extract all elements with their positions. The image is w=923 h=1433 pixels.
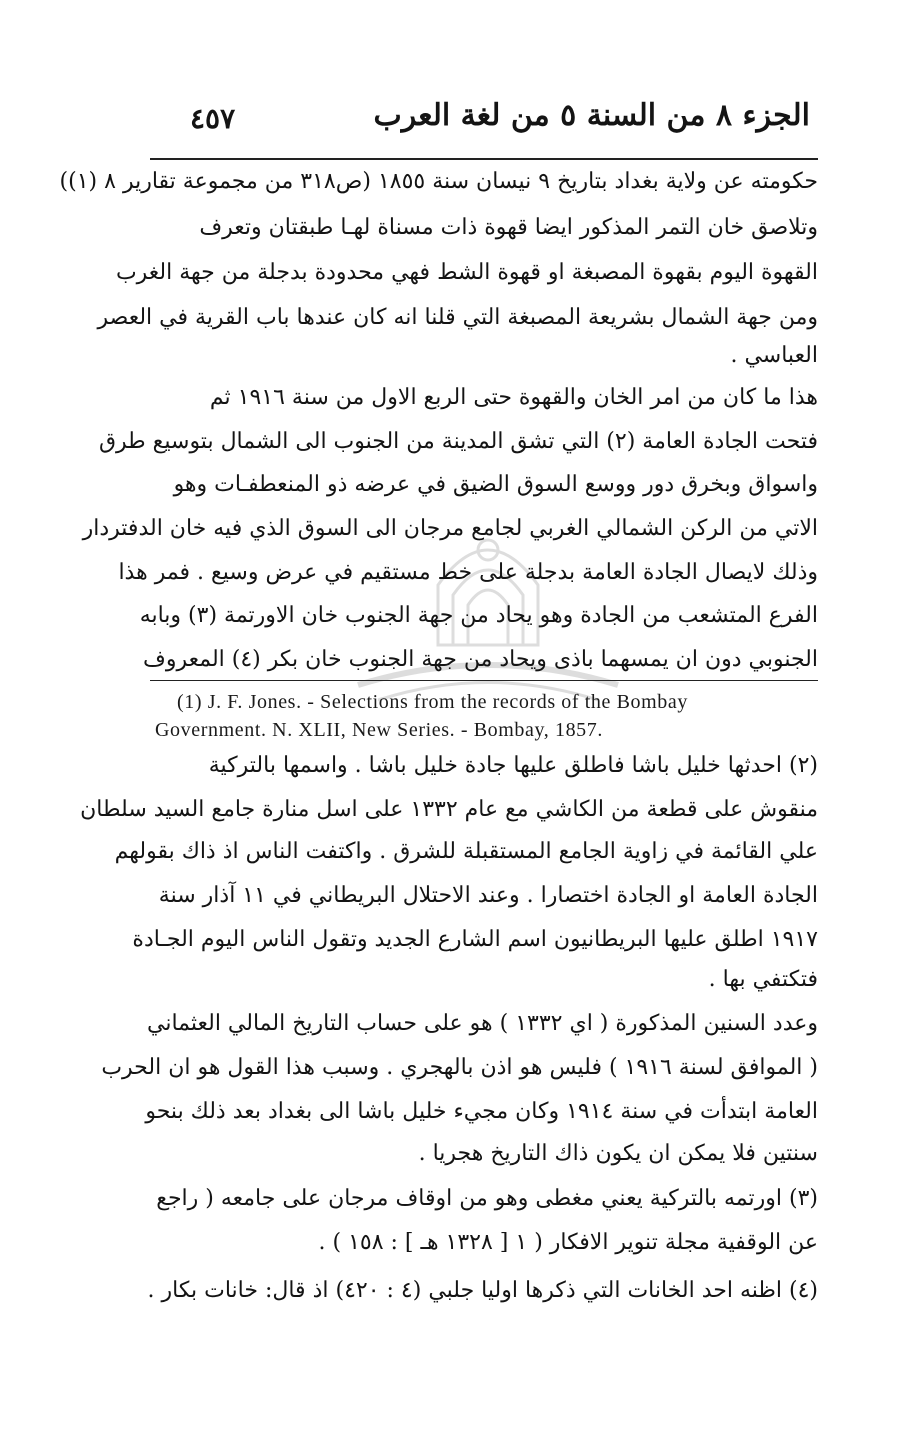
text-line: منقوش على قطعة من الكاشي مع عام ١٣٣٢ على اسل منارة جامع السيد سلطان xyxy=(80,797,818,822)
text-line: الجنوبي دون ان يمسهما باذى ويحاد من جهة الجنوب خان بكر (٤) المعروف xyxy=(143,647,818,672)
text-line: عن الوقفية مجلة تنوير الافكار ( ١ [ ١٣٢٨ هـ ] : ١٥٨ ) . xyxy=(318,1230,818,1255)
text-line: (٤) اظنه احد الخانات التي ذكرها اوليا جلبي (٤ : ٤٢٠) اذ قال: خانات بكار . xyxy=(147,1278,818,1303)
text-line: واسواق وبخرق دور ووسع السوق الضيق في عرضه ذو المنعطفـات وهو xyxy=(173,472,818,497)
text-line: وعدد السنين المذكورة ( اي ١٣٣٢ ) هو على حساب التاريخ المالي العثماني xyxy=(146,1011,818,1036)
header-rule xyxy=(150,158,818,160)
footnote-2 xyxy=(80,752,818,1002)
text-line: حكومته عن ولاية بغداد بتاريخ ٩ نيسان سنة ١٨٥٥ (ص٣١٨ من مجموعة تقارير ٨ (١)) xyxy=(59,169,818,194)
text-line: الجادة العامة او الجادة اختصارا . وعند الاحتلال البريطاني في ١١ آذار سنة xyxy=(158,883,818,908)
text-line: هذا ما كان من امر الخان والقهوة حتى الربع الاول من سنة ١٩١٦ ثم xyxy=(209,385,818,410)
text-line: فتحت الجادة العامة (٢) التي تشق المدينة من الجنوب الى الشمال بتوسيع طرق xyxy=(98,429,818,454)
text-line: العامة ابتدأت في سنة ١٩١٤ وكان مجيء خليل باشا الى بغداد بعد ذلك بنحو xyxy=(145,1099,818,1124)
text-line: الاتي من الركن الشمالي الغربي لجامع مرجان الى السوق الذي فيه خان الدفتردار xyxy=(82,516,818,541)
footnote-2-continued xyxy=(101,1010,818,1170)
text-line: ( الموافق لسنة ١٩١٦ ) فليس هو اذن بالهجري . وسبب هذا القول هو ان الحرب xyxy=(101,1055,818,1080)
page-number: ٤٥٧ xyxy=(190,102,236,135)
main-text xyxy=(59,168,818,688)
running-title: الجزء ٨ من السنة ٥ من لغة العرب xyxy=(373,98,810,133)
footnote-rule xyxy=(150,680,818,681)
text-line: (٣) اورتمه بالتركية يعني مغطى وهو من اوقاف مرجان على جامعه ( راجع xyxy=(156,1186,818,1211)
footnote-line: (1) J. F. Jones. - Selections from the records of the Bombay xyxy=(177,691,688,713)
text-line: الفرع المتشعب من الجادة وهو يحاد من جهة الجنوب خان الاورتمة (٣) وبابه xyxy=(139,603,818,628)
footnote-4 xyxy=(147,1277,818,1317)
text-line: القهوة اليوم بقهوة المصبغة او قهوة الشط فهي محدودة بدجلة من جهة الغرب xyxy=(115,260,818,285)
text-line: العباسي . xyxy=(730,343,818,368)
text-line: وذلك لايصال الجادة العامة بدجلة على خط مستقيم في عرض وسيع . فمر هذا xyxy=(118,560,818,585)
text-line: وتلاصق خان التمر المذكور ايضا قهوة ذات مسناة لهـا طبقتان وتعرف xyxy=(199,215,818,240)
footnote-3 xyxy=(150,1185,818,1265)
text-line: علي القائمة في زاوية الجامع المستقبلة للشرق . واكتفت الناس اذ ذاك بقولهم xyxy=(114,839,818,864)
text-line: ومن جهة الشمال بشريعة المصبغة التي قلنا انه كان عندها باب القرية في العصر xyxy=(97,305,818,330)
footnote-1 xyxy=(155,690,823,742)
page-header xyxy=(150,92,810,152)
footnote-line: Government. N. XLII, New Series. - Bombay, 1857. xyxy=(155,719,603,741)
text-line: سنتين فلا يمكن ان يكون ذاك التاريخ هجريا . xyxy=(418,1141,818,1166)
text-line: فتكتفي بها . xyxy=(708,967,818,992)
text-line: ١٩١٧ اطلق عليها البريطانيون اسم الشارع الجديد وتقول الناس اليوم الجـادة xyxy=(132,927,818,952)
text-line: (٢) احدثها خليل باشا فاطلق عليها جادة خليل باشا . واسمها بالتركية xyxy=(208,753,818,778)
